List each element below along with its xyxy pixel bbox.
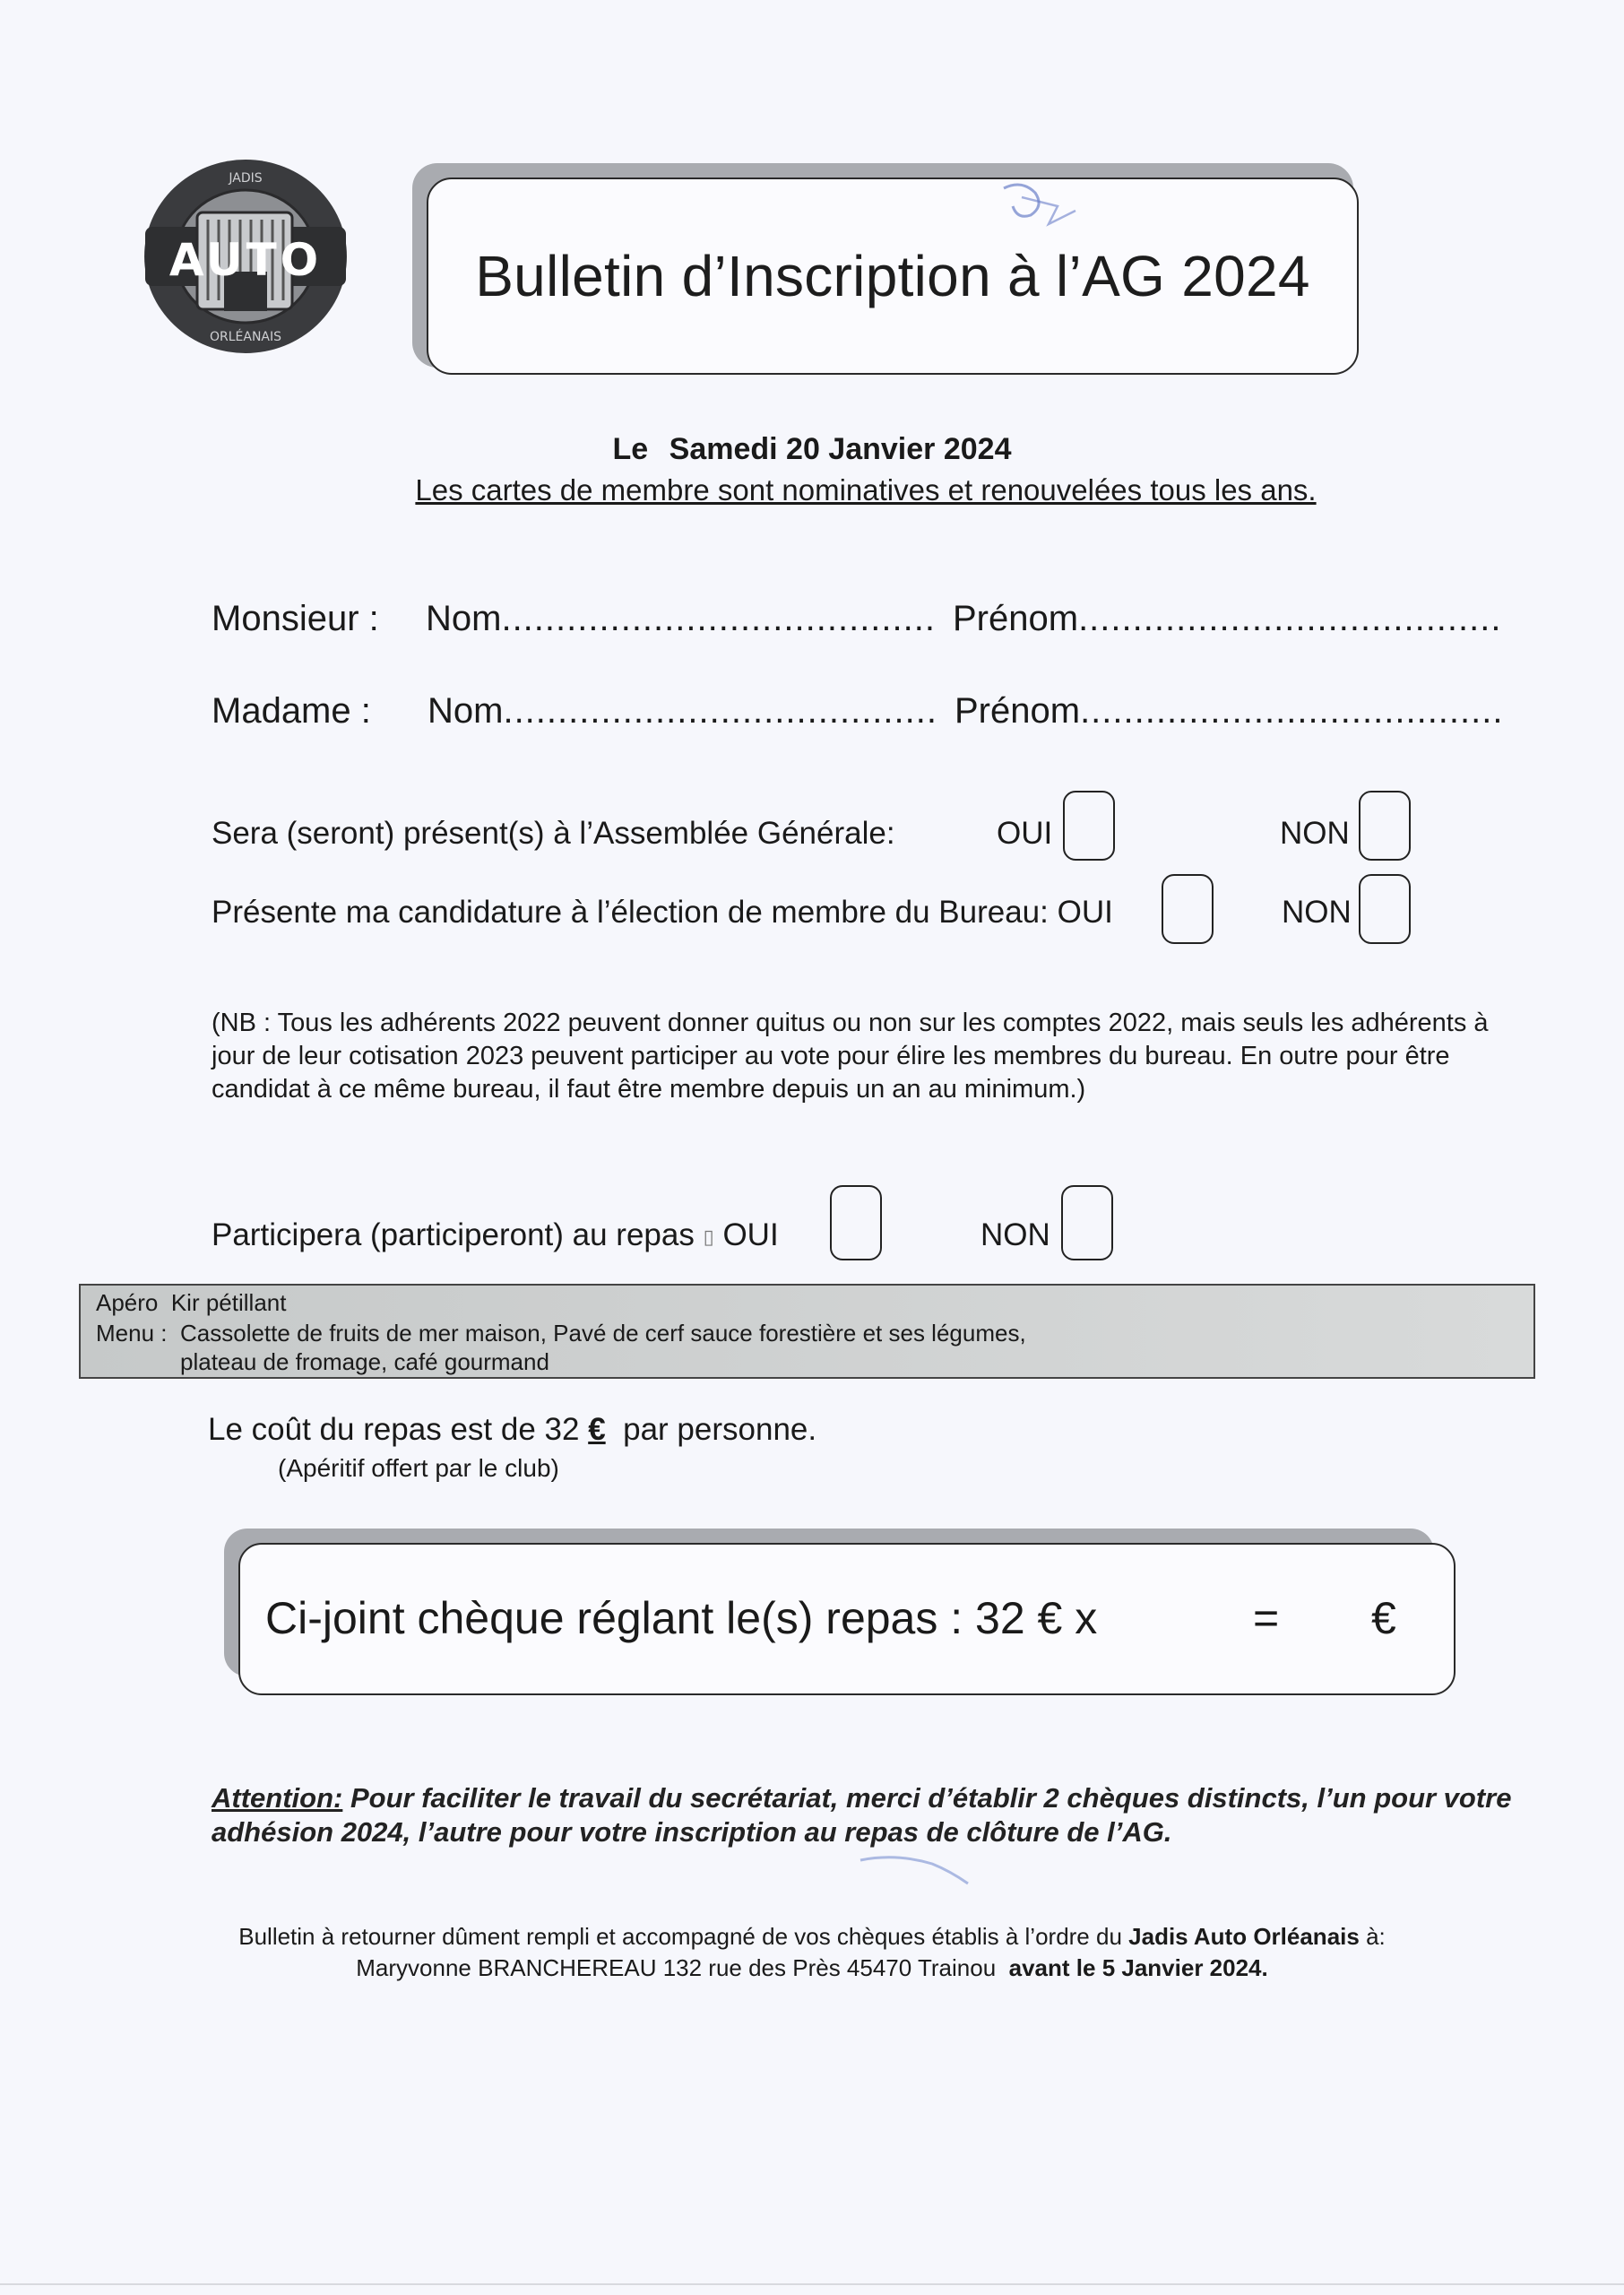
monsieur-label: Monsieur :: [212, 599, 379, 638]
madame-prenom-field[interactable]: [955, 691, 1503, 732]
return-address: [0, 1954, 1624, 1982]
svg-text:JADIS: JADIS: [229, 171, 263, 186]
svg-text:AUTO: AUTO: [168, 234, 323, 286]
meal-cost-line: [208, 1412, 816, 1448]
cheque-euro: €: [1371, 1593, 1396, 1643]
footer-suffix: à:: [1366, 1923, 1386, 1950]
prenom-label: Prénom: [953, 599, 1079, 638]
monsieur-prenom-field[interactable]: [953, 599, 1501, 639]
candidature-non-label: NON: [1282, 895, 1352, 930]
candidature-question: Présente ma candidature à l’élection de membre du Bureau: OUI: [212, 895, 1113, 930]
cost-prefix: Le coût du repas est de 32: [208, 1412, 580, 1447]
nom-label: Nom: [426, 599, 502, 638]
cheque-equals: =: [1253, 1593, 1280, 1643]
address: Maryvonne BRANCHEREAU 132 rue des Près 45470 Trainou: [356, 1954, 997, 1981]
prenom-label: Prénom: [955, 691, 1081, 731]
repas-glyph: ▯: [703, 1225, 714, 1248]
madame-nom-field[interactable]: [428, 691, 937, 732]
date-prefix: Le: [612, 432, 649, 466]
apero-line: [96, 1289, 286, 1317]
repas-non-checkbox[interactable]: [1061, 1185, 1113, 1260]
cheque-box: [238, 1543, 1456, 1695]
menu-band: [79, 1284, 1535, 1379]
nom-dots: ........................................: [501, 599, 936, 638]
presence-non-label: NON: [1280, 816, 1350, 851]
nom-dots: ........................................: [503, 691, 937, 731]
euro-symbol: €: [588, 1412, 606, 1447]
repas-oui-checkbox[interactable]: [830, 1185, 882, 1260]
repas-question-line: [212, 1217, 779, 1253]
repas-oui-label: OUI: [722, 1217, 779, 1252]
candidature-non-checkbox[interactable]: [1359, 874, 1411, 944]
footer-prefix: Bulletin à retourner dûment rempli et accompagné de vos chèques établis à l’ordre du: [238, 1923, 1122, 1950]
apero-value: Kir pétillant: [170, 1289, 287, 1316]
monsieur-nom-field[interactable]: [426, 599, 936, 639]
svg-text:ORLÉANAIS: ORLÉANAIS: [209, 330, 282, 344]
presence-question: Sera (seront) présent(s) à l’Assemblée Générale:: [212, 816, 895, 851]
club-logo: [142, 157, 350, 356]
nb-paragraph: (NB : Tous les adhérents 2022 peuvent donner quitus ou non sur les comptes 2022, mais seuls les adhérents à jour de leur cotisation 2023 peuvent participer au vote pour élire les membres du bureau. En outre pour être candidat à ce même bureau, il faut être membre depuis un an au minimum.): [212, 1009, 1489, 1104]
aperitif-note: (Apéritif offert par le club): [278, 1454, 559, 1482]
cost-suffix: par personne.: [623, 1412, 817, 1447]
prenom-dots: .......................................: [1080, 691, 1504, 731]
return-instructions: [0, 1923, 1624, 1951]
repas-non-label: NON: [980, 1217, 1050, 1252]
attention-text: Pour faciliter le travail du secrétariat, merci d’établir 2 chèques distincts, l’un pour votre adhésion 2024, l’autre pour votre inscription au repas de clôture de l’AG.: [212, 1782, 1512, 1848]
presence-oui-checkbox[interactable]: [1063, 791, 1115, 861]
attention-label: Attention:: [212, 1782, 343, 1814]
cheque-label: Ci-joint chèque réglant le(s) repas : 32 € x: [265, 1593, 1098, 1643]
menu-line-2: plateau de fromage, café gourmand: [180, 1348, 549, 1375]
repas-question: Participera (participeront) au repas: [212, 1217, 695, 1252]
prenom-dots: .......................................: [1078, 599, 1502, 638]
deadline: avant le 5 Janvier 2024.: [1008, 1954, 1268, 1981]
candidature-oui-checkbox[interactable]: [1162, 874, 1214, 944]
apero-label: Apéro: [96, 1289, 159, 1316]
attention-note: [212, 1781, 1520, 1849]
nom-label: Nom: [428, 691, 504, 731]
menu-line-1: Cassolette de fruits de mer maison, Pavé de cerf sauce forestière et ses légumes,: [180, 1320, 1026, 1347]
club-name: Jadis Auto Orléanais: [1128, 1923, 1360, 1950]
event-date: Samedi 20 Janvier 2024: [669, 432, 1012, 466]
presence-oui-label: OUI: [997, 816, 1053, 851]
presence-non-checkbox[interactable]: [1359, 791, 1411, 861]
event-date-line: [0, 432, 1624, 467]
page-title: Bulletin d’Inscription à l’AG 2024: [475, 244, 1310, 308]
madame-label: Madame :: [212, 691, 371, 731]
menu-label: Menu :: [96, 1320, 168, 1347]
title-box: [427, 178, 1359, 375]
membership-notice: Les cartes de membre sont nominatives et renouvelées tous les ans.: [415, 473, 1317, 507]
